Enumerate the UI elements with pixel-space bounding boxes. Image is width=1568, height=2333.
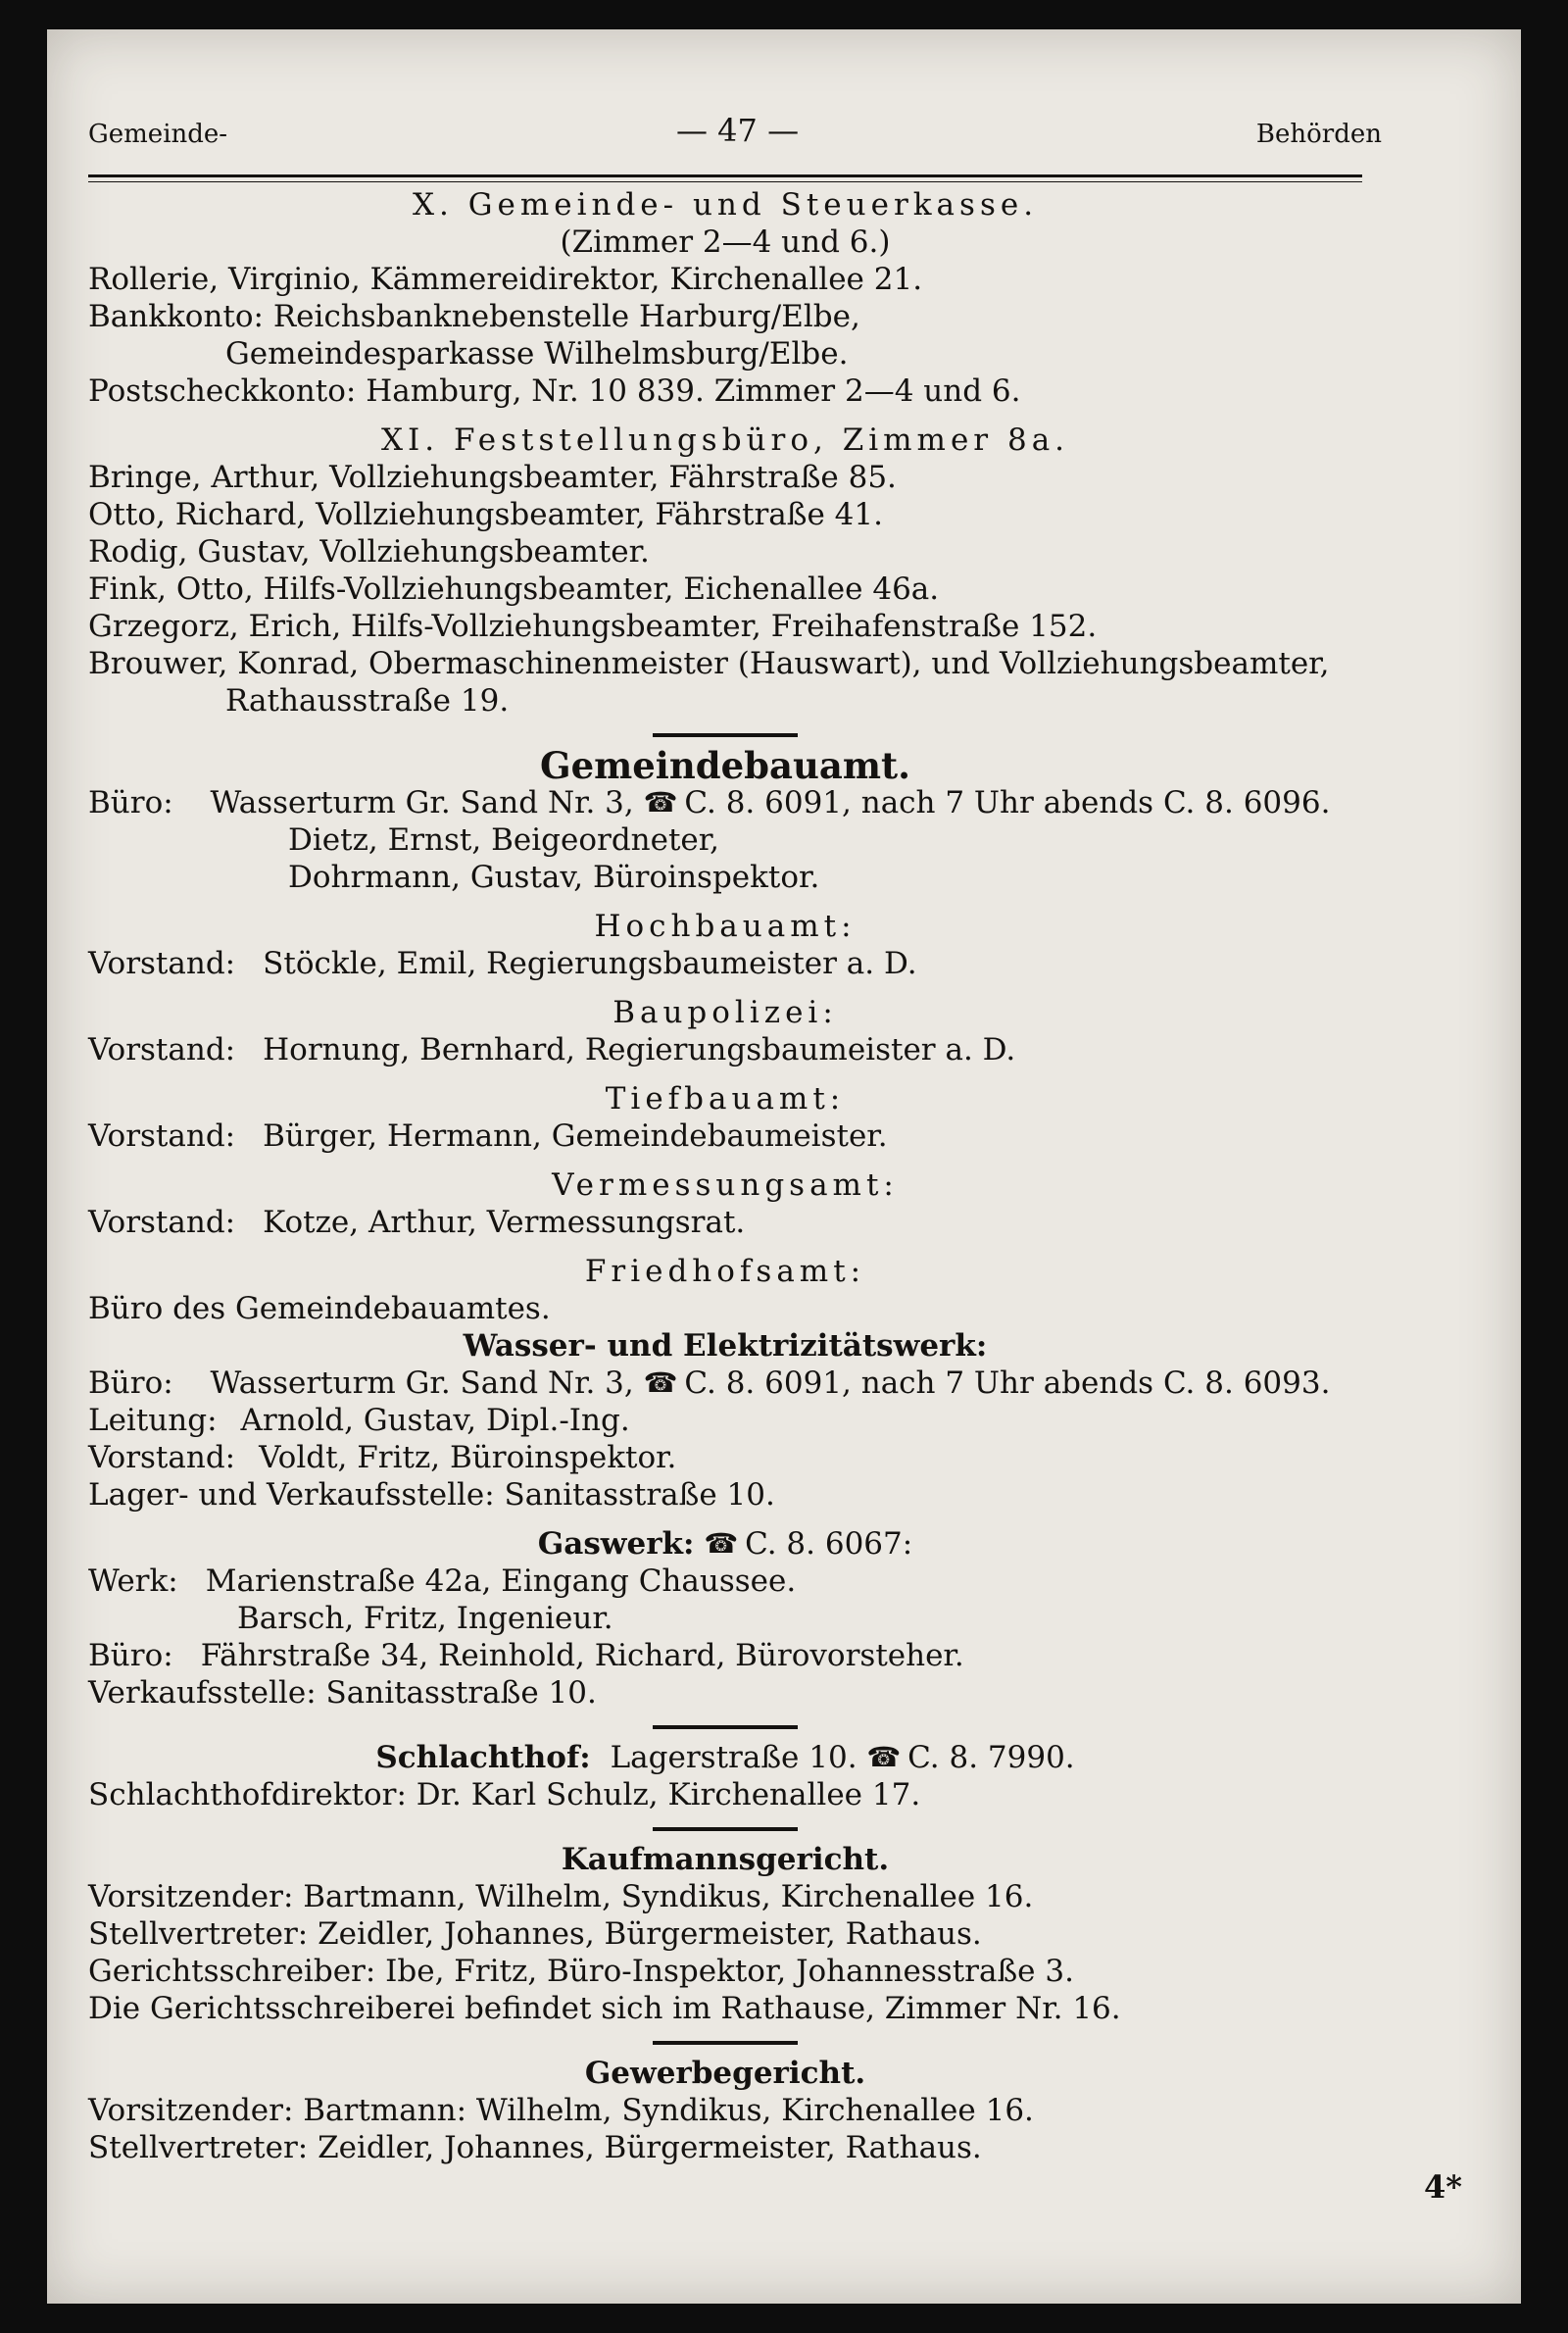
text-line: Büro: Wasserturm Gr. Sand Nr. 3, ☎ C. 8. 6091, nach 7 Uhr abends C. 8. 6093.: [88, 1365, 1331, 1401]
section-heading: Gewerbegericht.: [584, 2056, 866, 2091]
divider: [653, 1827, 798, 1831]
text-line: Lager- und Verkaufsstelle: Sanitasstraße 10.: [88, 1477, 775, 1513]
text-line: Grzegorz, Erich, Hilfs-Vollziehungsbeamter, Freihafenstraße 152.: [88, 609, 1098, 644]
text-line: Vorstand: Voldt, Fritz, Büroinspektor.: [88, 1440, 677, 1475]
telephone-icon: ☎: [866, 1741, 899, 1773]
divider: [653, 2041, 798, 2045]
text-line: Gemeindesparkasse Wilhelmsburg/Elbe.: [225, 336, 849, 372]
text-line: Werk: Marienstraße 42a, Eingang Chaussee.: [88, 1564, 797, 1599]
text-line: Rollerie, Virginio, Kämmereidirektor, Kirchenallee 21.: [88, 262, 923, 297]
section-heading: Gaswerk: ☎ C. 8. 6067:: [537, 1526, 913, 1562]
telephone-icon: ☎: [704, 1527, 736, 1560]
signature-mark: 4*: [1424, 2168, 1462, 2206]
page: [47, 29, 1521, 2304]
subheading: Friedhofsamt:: [584, 1254, 866, 1289]
telephone-icon: ☎: [643, 786, 675, 819]
subheading: Tiefbauamt:: [605, 1081, 846, 1117]
section-heading: Schlachthof: Lagerstraße 10. ☎ C. 8. 7990.: [375, 1740, 1075, 1775]
subheading: Baupolizei:: [612, 995, 838, 1030]
text-line: Die Gerichtsschreiberei befindet sich im Rathause, Zimmer Nr. 16.: [88, 1991, 1121, 2026]
text-line: Vorstand: Stöckle, Emil, Regierungsbaumeister a. D.: [88, 946, 917, 981]
text-line: Vorstand: Bürger, Hermann, Gemeindebaumeister.: [88, 1118, 888, 1154]
divider: [653, 1725, 798, 1729]
text-line: Barsch, Fritz, Ingenieur.: [237, 1601, 613, 1636]
text-line: Gerichtsschreiber: Ibe, Fritz, Büro-Inspektor, Johannesstraße 3.: [88, 1954, 1074, 1989]
section-heading: Gemeindebauamt.: [539, 744, 911, 787]
text-line: Postscheckkonto: Hamburg, Nr. 10 839. Zimmer 2—4 und 6.: [88, 373, 1021, 409]
text-line: Stellvertreter: Zeidler, Johannes, Bürgermeister, Rathaus.: [88, 1916, 982, 1952]
text-line: Fink, Otto, Hilfs-Vollziehungsbeamter, Eichenallee 46a.: [88, 571, 940, 607]
text-line: Schlachthofdirektor: Dr. Karl Schulz, Kirchenallee 17.: [88, 1777, 921, 1812]
section-heading: Kaufmannsgericht.: [561, 1842, 890, 1877]
text-line: Vorstand: Hornung, Bernhard, Regierungsbaumeister a. D.: [88, 1032, 1016, 1067]
text-line: Stellvertreter: Zeidler, Johannes, Bürgermeister, Rathaus.: [88, 2130, 982, 2165]
text-line: Otto, Richard, Vollziehungsbeamter, Fährstraße 41.: [88, 497, 883, 532]
subheading: Vermessungsamt:: [552, 1167, 899, 1203]
section-title: X. Gemeinde- und Steuerkasse.: [412, 187, 1039, 223]
text-line: Vorsitzender: Bartmann: Wilhelm, Syndikus, Kirchenallee 16.: [88, 2093, 1034, 2128]
text-line: Rodig, Gustav, Vollziehungsbeamter.: [88, 534, 650, 570]
divider: [653, 733, 798, 737]
text-line: Vorsitzender: Bartmann, Wilhelm, Syndikus, Kirchenallee 16.: [88, 1879, 1034, 1914]
text-line: Leitung: Arnold, Gustav, Dipl.-Ing.: [88, 1403, 630, 1438]
text-line: Dohrmann, Gustav, Büroinspektor.: [288, 860, 820, 895]
subheading: Hochbauamt:: [594, 909, 857, 944]
running-header: [88, 108, 1382, 167]
page-content: [88, 108, 1382, 2166]
page-number: — 47 —: [676, 112, 800, 149]
header-right: Behörden: [1255, 120, 1382, 149]
text-line: Bringe, Arthur, Vollziehungsbeamter, Fährstraße 85.: [88, 460, 897, 495]
header-rule: [88, 174, 1362, 182]
text-line: Büro: Wasserturm Gr. Sand Nr. 3, ☎ C. 8. 6091, nach 7 Uhr abends C. 8. 6096.: [88, 785, 1331, 820]
text-line: Büro des Gemeindebauamtes.: [88, 1291, 551, 1326]
text-line: Verkaufsstelle: Sanitasstraße 10.: [88, 1675, 597, 1711]
text-line: (Zimmer 2—4 und 6.): [560, 224, 891, 260]
text-line: Büro: Fährstraße 34, Reinhold, Richard, Bürovorsteher.: [88, 1638, 964, 1673]
header-left: Gemeinde-: [88, 120, 228, 149]
text-line: Rathausstraße 19.: [225, 683, 510, 719]
telephone-icon: ☎: [643, 1366, 675, 1399]
section-heading: Wasser- und Elektrizitätswerk:: [463, 1328, 988, 1364]
text-line: Vorstand: Kotze, Arthur, Vermessungsrat.: [88, 1205, 746, 1240]
text-line: Dietz, Ernst, Beigeordneter,: [288, 822, 720, 858]
text-line: Brouwer, Konrad, Obermaschinenmeister (Hauswart), und Vollziehungsbeamter,: [88, 646, 1330, 681]
text-line: Bankkonto: Reichsbanknebenstelle Harburg/Elbe,: [88, 299, 860, 334]
section-title: XI. Feststellungsbüro, Zimmer 8a.: [380, 422, 1070, 458]
